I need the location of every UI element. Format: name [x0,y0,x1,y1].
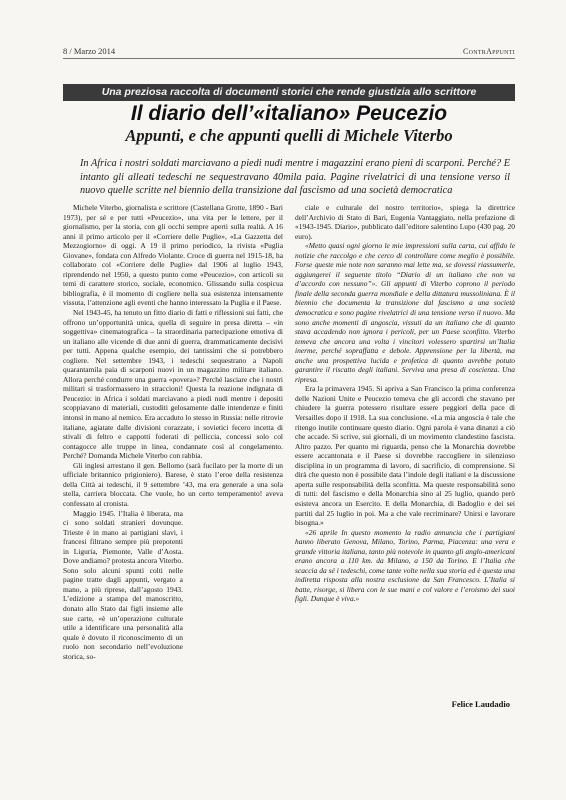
paragraph: Nel 1943-45, ha tenuto un fitto diario di fatti e riflessioni sui fatti, che offrono un’opportunità unica, quella di seguire in presa diretta – «in soggettiva» cinematografica – la straordinaria partecipazione emotiva di un italiano alle vicende di due anni di guerra, drammaticamente decisivi per tutti. Appena qualche esempio, dei tantissimi che si potrebbero cogliere. Nel settembre 1943, i tedeschi sequestrano a Napoli quarantamila paia di scarponi nuovi in un magazzino militare italiano. Allora perché condurre una guerra «povera»? Perché lasciare che i nostri militari si trasformassero in straccioni! Questa la reazione indignata di Peucezio: in Africa i soldati marciavano a piedi nudi mentre i depositi scoppiavano di materiali, custoditi gelosamente dalle intendenze e finiti intonsi in mano al nemico. Era accaduto lo stesso in Russia: nelle ritrovie italiane, agiatate dalle divisioni corazzate, i sovietici fecero incetta di stivali di feltro e cappotti foderati di pelliccia, concessi solo col contagocce alle truppe in linea, condannate così al congelamento. Perché? Domanda Michele Viterbo con rabbia. [63,308,283,461]
brand-name: ContrAppunti [462,47,515,56]
article-kicker: Una preziosa raccolta di documenti storici che rende giustizia allo scrittore [63,84,515,101]
article-title: Il diario dell’«italiano» Peucezio [130,102,448,125]
column-right [295,203,515,723]
header-rule [63,58,515,59]
page-info: 8 / Marzo 2014 [63,46,116,56]
article-body [63,203,515,723]
column-left [63,203,283,723]
quote-paragraph: «26 aprile In questo momento la radio annuncia che i partigiani hanno liberato Genova, Milano, Torino, Parma, Piacenza: una vera e grande vittoria italiana, tanto più notevole in quanto gli anglo-americani erano ancora a 110 km. da Milano, a 150 da Torino. E l’Italia che scaccia da sé i tedeschi, come tante volte nella sua storia ed è questa una indiretta risposta alla nostra esclusione da San Francesco. L’Italia si batte, risorge, si libera con le sue mani e col valore e l’eroismo dei suoi figli. Dunque è viva.» [295,527,515,604]
article-lead: In Africa i nostri soldati marciavano a piedi nudi mentre i magazzini erano pieni di scarponi. Perché? E intanto gli alleati tedeschi ne sequestravano 40mila paia. Pagine rivelatrici di una tensione verso il nuovo quelle scritte nel biennio della transizione dal fascismo ad una società democratica [80,158,510,197]
paragraph: Gli inglesi arrestano il gen. Bellomo (sarà fucilato per la morte di un ufficiale britannico prigioniero). Barese, è stato l’eroe della resistenza della Città ai tedeschi, il 9 settembre ’43, ma era generale a una sola stella, carriera bloccata. Che vuole, ho un certo temperamento! aveva confessato al cronista. [63,460,283,508]
quote-paragraph: «Metto quasi ogni giorno le mie impressioni sulla carta, cui affido le notizie che raccolgo e che cerco di controllare come meglio è possibile. Forse queste mie note non saranno mai lette ma, se dovessi riassumerle, aggiungerei il seguente titolo “Diario di un italiano che non va d’accordo con nessuno”». Gli appunti di Viterbo coprono il periodo finale della seconda guerra mondiale e della dittatura mussoliniana. È il biennio che documenta la transizione dal fascismo a una società democratica e sono pagine rivelatrici di una tensione verso il nuovo. Ma sono anche momenti di angoscia, vissuti da un italiano che di quanto stava accadendo non ignora i pericoli, per un Paese sconfitto. Viterbo temeva che ancora una volta i vincitori volessero spartirsi un’Italia inerme, perché sopraffatta e debole. Apprensione per la libertà, ma anche una prospettiva lucida e profetica di quanto avrebbe potuto garantire il riscatto degli italiani. Serviva una presa di coscienza. Una ripresa. [295,241,515,384]
paragraph: ciale e culturale del nostro territorio», spiega la direttrice dell’Archivio di Stato di Bari, Eugenia Vantaggiato, nella prefazione di «1943-1945. Diario», pubblicato dall’editore salentino Lupo (430 pag. 20 euro). [295,203,515,241]
paragraph: Maggio 1945. l’Italia è liberata, ma ci sono soldati stranieri dovunque. Trieste è in mano ai partigiani slavi, i francesi filtrano sempre più prepotenti in Liguria, Piemonte, Valle d’Aosta. Dove andiamo? protesta ancora Viterbo. Sono solo alcuni spunti colti nelle pagine tratte dagli appunti, vergato a mano, a più riprese, dall’agosto 1943. L’edizione a stampa del manoscritto, donato allo Stato dai figli insieme alle sue carte, «è un’operazione culturale utile a identificare una personalità alla quale è dovuto il riconoscimento di un ruolo non secondario nell’evoluzione storica, so- [63,508,183,661]
paragraph: Era la primavera 1945. Si apriva a San Francisco la prima conferenza delle Nazioni Unite e Peucezio temeva che gli accordi che stavano per chiudere la guerra potessero risultare essere peggiori della pace di Versailles dopo il 1918. La sua conclusione. «La mia angoscia è tale che ritengo inutile continuare questo diario. Ogni parola è vana dinanzi a ciò che accade. Si scrive, sui giornali, di un movimento clandestino fascista. Altro pazzo. Per quanto mi riguarda, penso che la Monarchia dovrebbe essere accantonata e il Paese si dovrebbe raccogliere in silenzioso disciplina in un programma di lavoro, di sacrificio, di comprensione. Si dirà che questo non è possibile data l’indole degli italiani e la discussione aperta sulle responsabilità della sconfitta. Ma queste responsabilità sono di tutti: del fascismo e della Monarchia sino al 25 luglio, quando però esisteva ancora un Esercito. E della Monarchia, di Badoglio e dei sei partiti dal 25 luglio in poi. Ma a che vale recriminare? Unirsi e lavorare bisogna.» [295,384,515,528]
article-subtitle: Appunti, e che appunti quelli di Michele Viterbo [125,126,453,145]
paragraph: Michele Viterbo, giornalista e scrittore (Castellana Grotte, 1890 - Bari 1973), per sé e per tutti «Peucezio», una vita per le lettere, per il giornalismo, per la storia, con gli occhi sempre aperti sulla realtà. A 16 anni il primo articolo per il «Corriere delle Puglie», «La Gazzetta del Mezzogiorno» di oggi. A 19 il primo periodico, la rivista «Puglia Giovane», fondata con Alfredo Violante. Croce di guerra nel 1915-18, ha collaborato col «Corriere delle Puglie» dal 1906 al luglio 1943, riprendendo nel 1950, a questo punto come «Peucezio», con articoli su temi di carattere storico, sociale, economico. Glissando sulla cospicua bibliografia, è il momento di cogliere nella sua esistenza intensamente vissuta, l’attenzione agli eventi che hanno interessato la Puglia e il Paese. [63,203,283,308]
author-signature: Felice Laudadio [451,699,510,709]
page-header [63,42,515,56]
